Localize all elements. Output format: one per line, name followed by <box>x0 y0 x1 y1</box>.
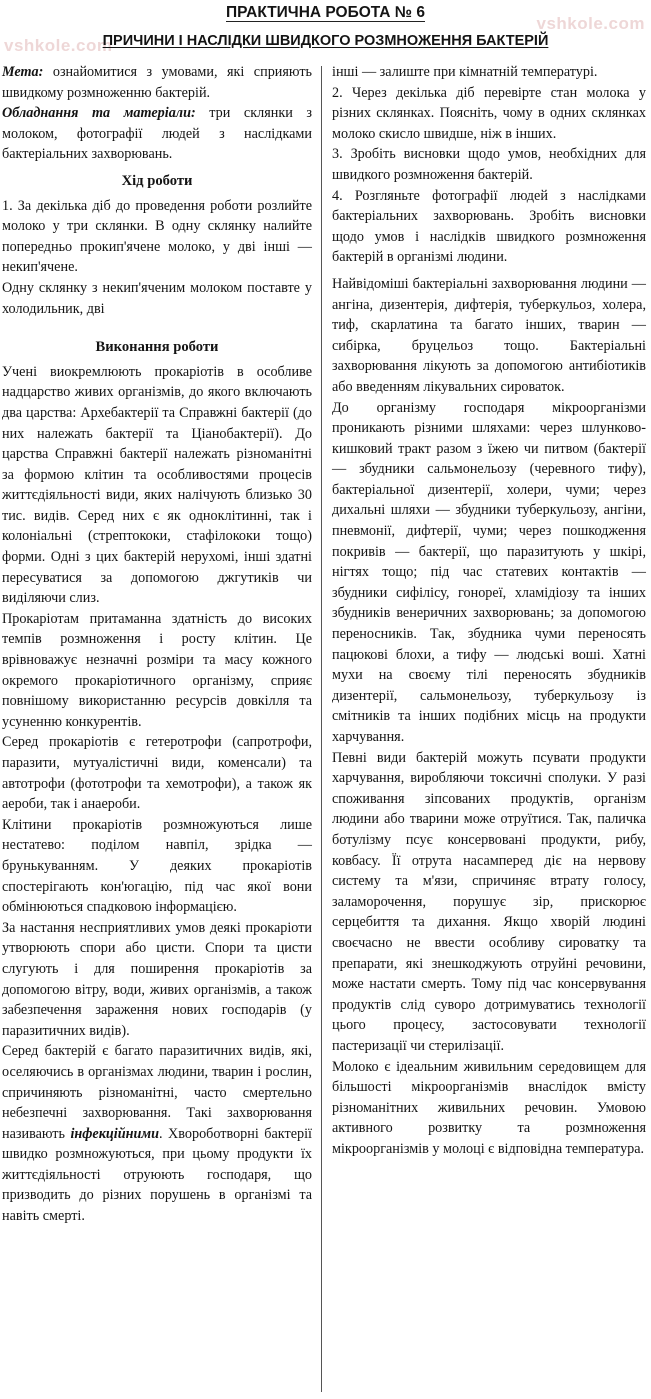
goal-text: ознайомитися з умовами, які сприяють швидкому розмноженню бактерій. <box>2 64 312 101</box>
execution-heading: Виконання роботи <box>95 339 219 356</box>
paragraph-diseases: Найвідоміші бактеріальні захворювання людини — ангіна, дизентерія, дифтерія, туберкульоз, холера, тиф, скарлатина та багато інших, тварин — сибірка, бруцельоз тощо. Бактеріальні захворювання лікують за допомогою антибіотиків або введенням лікувальних сироваток. <box>332 275 646 395</box>
procedure-heading: Хід роботи <box>121 172 193 189</box>
step-1: 1. За декілька діб до проведення роботи розлийте молоко у три склянки. В одну склянку налийте попередньо прокип'ячене молоко, у дві інші — некип'ячене. <box>2 197 312 276</box>
parasites-text-b: . Хвороботворні бактерії швидко розмножуються, при цьому продукти їх життєдіяльності отруюють господаря, що призводить до різних порушень в організмі та навіть смерті. <box>2 1125 312 1225</box>
paragraph-spores: За настання несприятливих умов деякі прокаріоти утворюють спори або цисти. Спори та цисти слугують і для поширення прокаріотів за допомогою вітру, води, живих організмів, а також забезпечення зараження нових господарів (у паразитичних видів). <box>2 919 312 1039</box>
goal-paragraph <box>2 62 312 103</box>
paragraph-milk: Молоко є ідеальним живильним середовищем для більшості мікроорганізмів внаслідок вмісту різноманітних живильних речовин. Умовою активного розвитку та розмноження мікроорганізмів у молоці є відповідна температура. <box>332 1058 646 1157</box>
step-3: 3. Зробіть висновки щодо умов, необхідних для швидкого розмноження бактерій. <box>332 146 646 183</box>
column-divider <box>321 66 322 1392</box>
paragraph-parasites <box>2 1041 312 1226</box>
parasites-text-a: Серед бактерій є багато паразитичних видів, які, оселяючись в організмах людини, тварин і рослин, спричиняють різноманітні, часто смертельно небезпечні захворювання. Такі захворювання називають <box>2 1043 312 1142</box>
step-1-continued: Одну склянку з некип'яченим молоком поставте у холодильник, дві <box>2 279 312 317</box>
paragraph-reproduction-rate: Прокаріотам притаманна здатність до високих темпів розмноження і росту клітин. Це врівноважує незначні розміри та масу кожного окремого прокаріотичного організму, сприяє повнішому використанню ресурсів довкілля та усуненню конкурентів. <box>2 610 312 730</box>
left-column <box>2 62 312 1227</box>
paragraph-nutrition: Серед прокаріотів є гетеротрофи (сапротрофи, паразити, мутуалістичні види, коменсали) та автотрофи (фототрофи та хемотрофи), а також як аероби, так і анаероби. <box>2 734 312 813</box>
page-title-text: ПРАКТИЧНА РОБОТА № 6 <box>226 4 425 21</box>
paragraph-infection-routes: До організму господаря мікроорганізми проникають різними шляхами: через шлунково-кишковий тракт разом з їжею чи питвом (бактерії — збудники сальмонельозу (черевного тифу), бактеріальної дизентерії, холери, чуми; через дихальні шляхи — збудники туберкульозу, ангіни, пневмонії, дифтерії, чуми; через пошкодження покривів — бактерії, що паразитують у шкірі, нігтях тощо; під час статевих контактів — збудники сифілісу, гонореї, хламідіозу та інших збудників венеричних захворювань; за допомогою переносників. Так, збудника чуми переносять пацюкові блохи, а тифу — людські воші. Хатні мухи на своєму тілі переносять збудників дизентерії, сальмонельозу, туберкульозу із смітників та інших подібних місць на продукти харчування. <box>332 399 646 745</box>
goal-label: Мета: <box>2 64 44 80</box>
equipment-text: три склянки з молоком, фотографії людей з наслідками бактеріальних захворювань. <box>2 105 312 163</box>
page-subtitle: ПРИЧИНИ І НАСЛІДКИ ШВИДКОГО РОЗМНОЖЕННЯ БАКТЕРІЙ <box>102 33 549 49</box>
paragraph-food-spoilage: Певні види бактерій можуть псувати продукти харчування, виробляючи токсичні сполуки. У разі споживання зіпсованих продуктів, організм людини або тварини може отруїтися. Так, паличка ботулізму псує консервовані продукти, рибу, ковбасу. Її отрута насамперед діє на нервову систему та м'язи, спричиняє втрату голосу, заламорочення, порушує зір, прискорює серцебиття та дихання. Якщо хворій людині своєчасно не ввести особливу сироватку та препарати, які знешкоджують отруйні речовини, може настати смерть. Тому під час консервування продуктів слід суворо дотримуватись технології цього процесу, застосовувати технології пастеризації чи стерилізації. <box>332 749 646 1054</box>
step-4: 4. Розгляньте фотографії людей з наслідками бактеріальних захворювань. Зробіть висновки щодо умов і наслідків швидкого розмноження бактерій в організмі людини. <box>332 187 646 266</box>
equipment-paragraph <box>2 103 312 165</box>
equipment-label: Обладнання та матеріали: <box>2 105 196 122</box>
infectious-term: інфекційними <box>70 1125 160 1142</box>
right-column <box>332 62 646 1159</box>
page-title <box>0 4 651 22</box>
step-1-end: інші — залиште при кімнатній температурі. <box>332 64 598 80</box>
watermark: vshkole.com <box>536 14 645 33</box>
paragraph-cell-division: Клітини прокаріотів розмножуються лише нестатево: поділом навпіл, зрідка — брунькуванням. У деяких прокаріотів спостерігають кон'югацію, під час якої вони обмінюються спадковою інформацією. <box>2 816 312 916</box>
step-2: 2. Через декілька діб перевірте стан молока у різних склянках. Поясніть, чому в одних склянках молоко скисло швидше, ніж в інших. <box>332 84 646 142</box>
watermark: vshkole.com <box>4 36 113 55</box>
paragraph-prokaryotes: Учені виокремлюють прокаріотів в особливе надцарство живих організмів, до якого включають два царства: Архебактерії та Справжні бактерії (до них належать бактерії та Ціанобактерії). До царства Справжні бактерії належать різноманітні за формою клітин та особливостями процесів життєдіяльності види, яких налічують близько 30 тис. видів. Серед них є як одноклітинні, так і колоніальні (стрептококи, стафілококи тощо) форми. Одні з цих бактерій нерухомі, інші здатні пересуватися за допомогою джгутиків чи виділяючи слиз. <box>2 363 312 607</box>
